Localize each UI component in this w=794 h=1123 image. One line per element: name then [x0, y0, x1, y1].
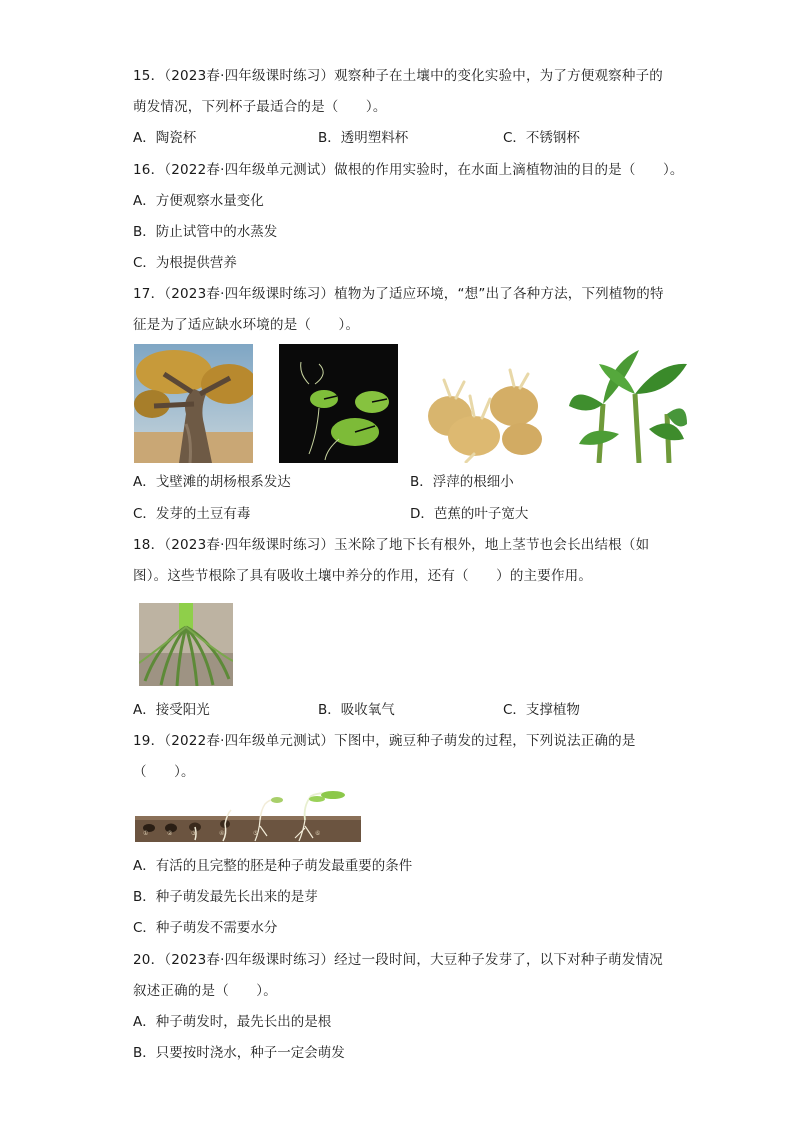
- q18-option-b[interactable]: B．吸收氧气: [318, 702, 395, 718]
- stage-label-1: ①: [143, 830, 149, 837]
- stage-label-5: ⑤: [253, 830, 259, 837]
- q19-option-c[interactable]: C．种子萌发不需要水分: [133, 920, 278, 936]
- q17-option-a[interactable]: A．戈壁滩的胡杨根系发达: [133, 474, 291, 490]
- q15-stem-line-1: 15．（2023春·四年级课时练习）观察种子在土壤中的变化实验中，为了方便观察种子的: [133, 68, 663, 84]
- q20-option-b[interactable]: B．只要按时浇水，种子一定会萌发: [133, 1045, 345, 1061]
- q17-option-c[interactable]: C．发芽的土豆有毒: [133, 506, 251, 522]
- corn-prop-roots-photo: [139, 603, 233, 686]
- q15-option-c[interactable]: C．不锈钢杯: [503, 130, 580, 146]
- q17-stem-line-2: 征是为了适应缺水环境的是（ ）。: [133, 317, 360, 333]
- q16-option-b[interactable]: B．防止试管中的水蒸发: [133, 224, 278, 240]
- q20-stem-line-2: 叙述正确的是（ ）。: [133, 983, 277, 999]
- stage-label-4: ④: [219, 830, 225, 837]
- q18-option-a[interactable]: A．接受阳光: [133, 702, 210, 718]
- banana-plant-photo: [569, 344, 687, 463]
- q19-option-b[interactable]: B．种子萌发最先长出来的是芽: [133, 889, 318, 905]
- q16-stem-line-1: 16．（2022春·四年级单元测试）做根的作用实验时，在水面上滴植物油的目的是（ ）。: [133, 162, 684, 178]
- pea-germination-stages-diagram: [135, 790, 361, 842]
- stage-label-6: ⑥: [315, 830, 321, 837]
- q15-stem-line-2: 萌发情况，下列杯子最适合的是（ ）。: [133, 99, 387, 115]
- q19-stem-line-2: （ ）。: [133, 764, 195, 780]
- sprouting-potato-photo: [424, 344, 543, 463]
- q18-stem-line-2: 图）。这些节根除了具有吸收土壤中养分的作用，还有（ ）的主要作用。: [133, 568, 593, 584]
- q15-option-a[interactable]: A．陶瓷杯: [133, 130, 197, 146]
- poplar-tree-photo: [134, 344, 253, 463]
- q15-option-b[interactable]: B．透明塑料杯: [318, 130, 409, 146]
- duckweed-photo: [279, 344, 398, 463]
- q17-option-b[interactable]: B．浮萍的根细小: [410, 474, 514, 490]
- q17-stem-line-1: 17．（2023春·四年级课时练习）植物为了适应环境，“想”出了各种方法，下列植物的特: [133, 286, 664, 302]
- q17-option-d[interactable]: D．芭蕉的叶子宽大: [410, 506, 529, 522]
- q19-stem-line-1: 19．（2022春·四年级单元测试）下图中，豌豆种子萌发的过程，下列说法正确的是: [133, 733, 636, 749]
- q20-stem-line-1: 20．（2023春·四年级课时练习）经过一段时间，大豆种子发芽了，以下对种子萌发情况: [133, 952, 663, 968]
- q18-option-c[interactable]: C．支撑植物: [503, 702, 580, 718]
- q19-option-a[interactable]: A．有活的且完整的胚是种子萌发最重要的条件: [133, 858, 413, 874]
- stage-label-3: ③: [191, 830, 197, 837]
- stage-label-2: ②: [167, 830, 173, 837]
- q16-option-c[interactable]: C．为根提供营养: [133, 255, 237, 271]
- q16-option-a[interactable]: A．方便观察水量变化: [133, 193, 264, 209]
- q20-option-a[interactable]: A．种子萌发时，最先长出的是根: [133, 1014, 332, 1030]
- q18-stem-line-1: 18．（2023春·四年级课时练习）玉米除了地下长有根外，地上茎节也会长出结根（如: [133, 537, 650, 553]
